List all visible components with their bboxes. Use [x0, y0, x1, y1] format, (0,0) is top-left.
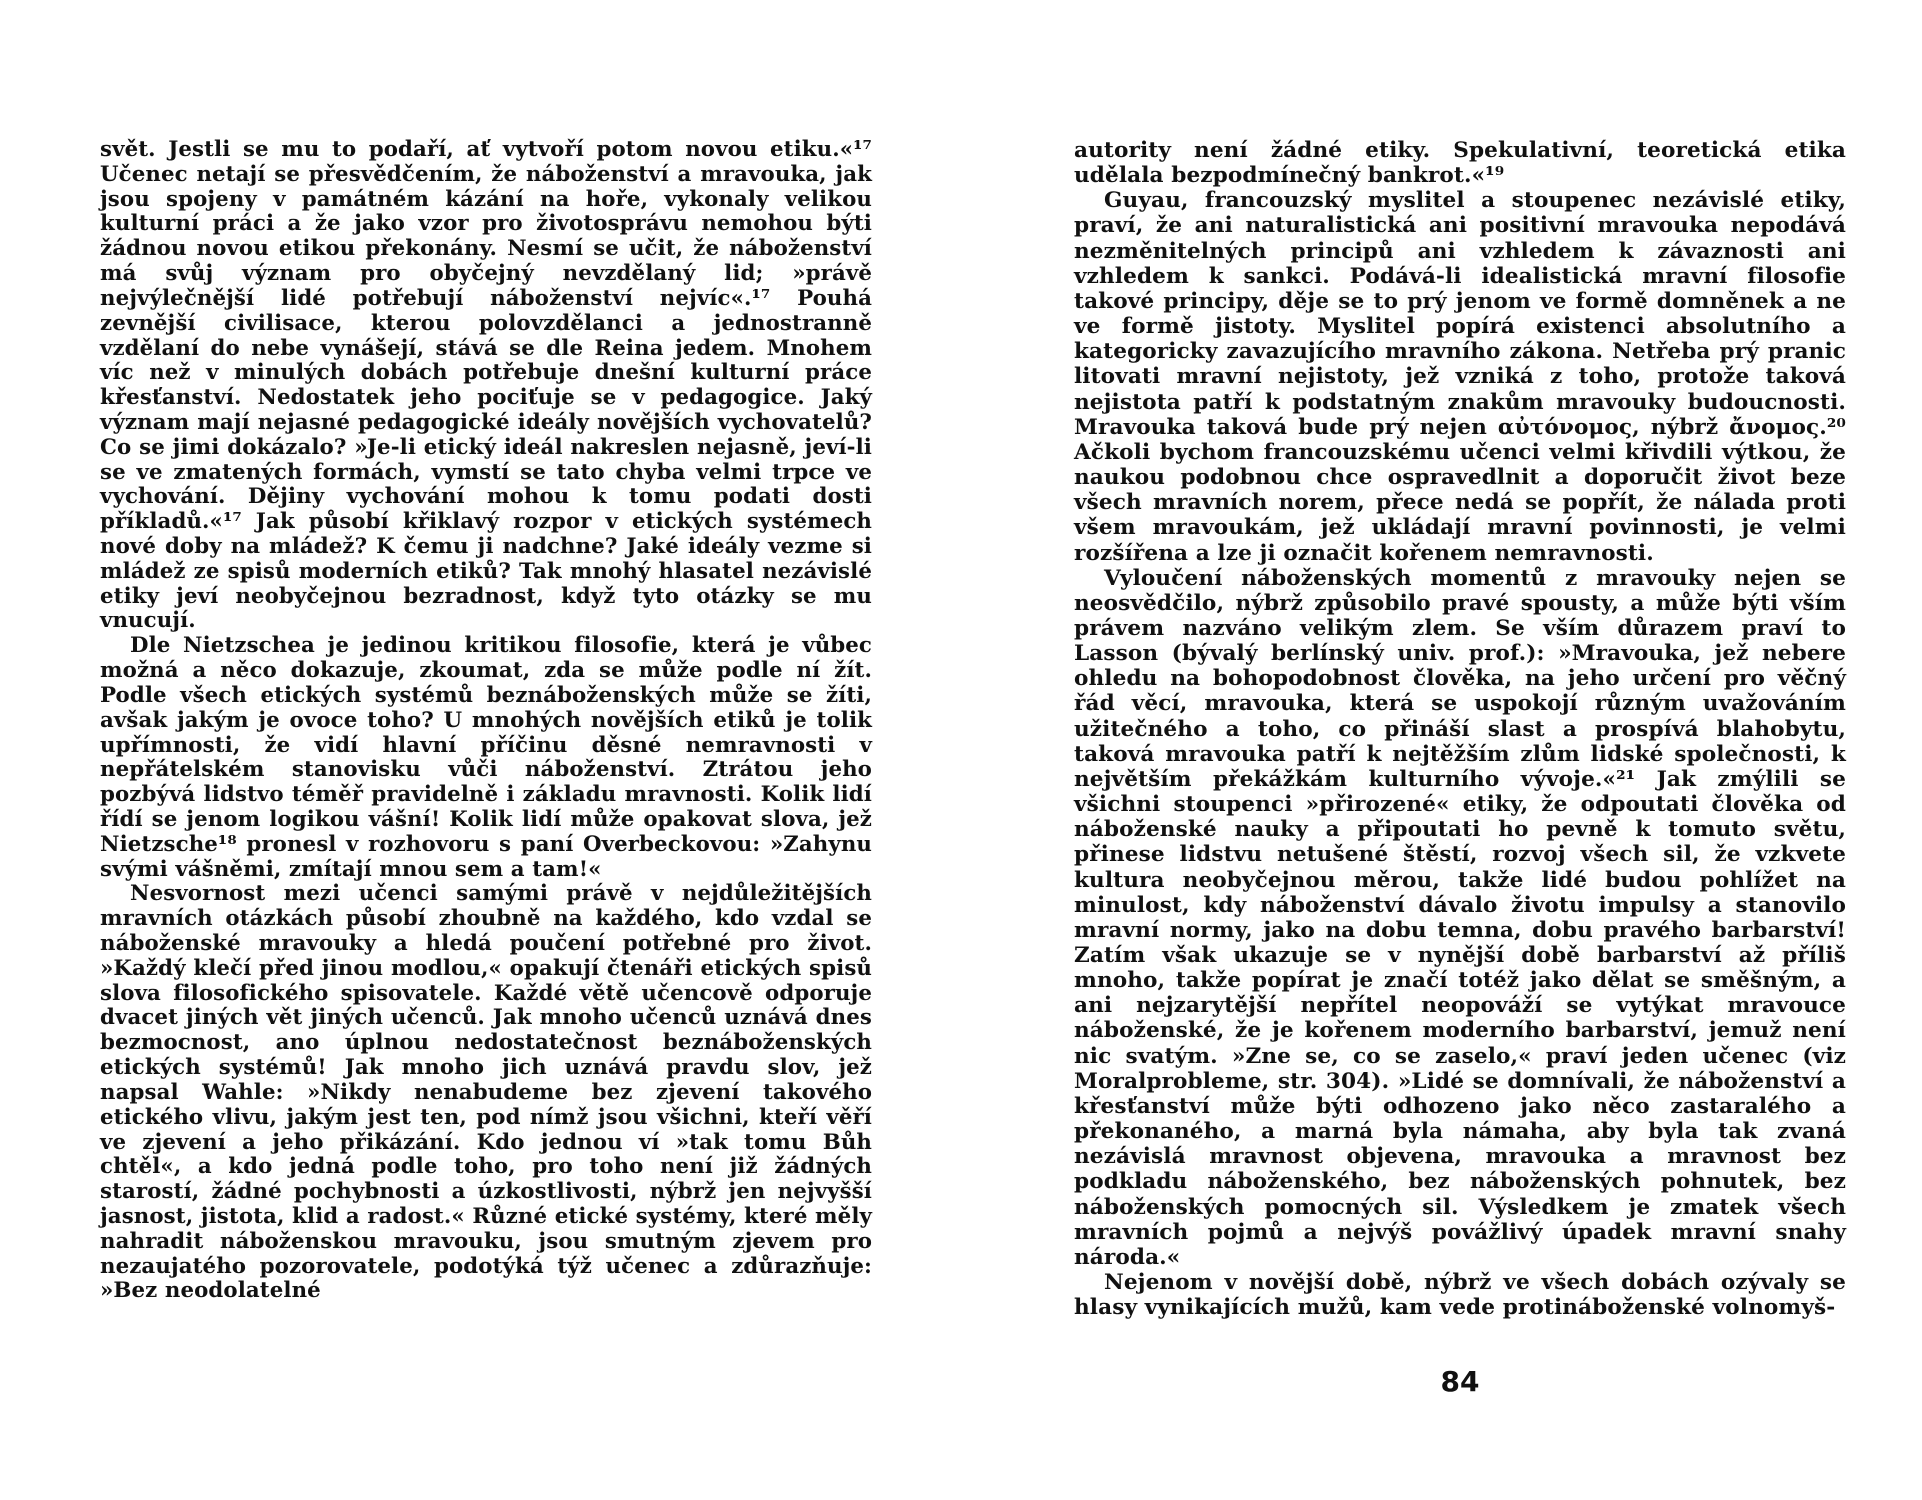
- page-number: 84: [1440, 1365, 1480, 1398]
- left-paragraph-1: svět. Jestli se mu to podaří, ať vytvoří potom novou etiku.«¹⁷ Učenec netají se přesvědčením, že náboženství a mravouka, jak jsou spojeny v památném kázání na hoře, vykonaly velikou kulturní práci a že jako vzor pro životosprávu nemohou býti žádnou novou etikou překonány. Nesmí se učit, že náboženství má svůj význam pro obyčejný nevzdělaný lid; »právě nejvýlečnější lidé potřebují náboženství nejvíc«.¹⁷ Pouhá zevnější civilisace, kterou polovzdělanci a jednostranně vzdělaní do nebe vynášejí, stává se dle Reina jedem. Mnohem víc než v minulých dobách potřebuje dnešní kulturní práce křesťanství. Nedostatek jeho pociťuje se v pedagogice. Jaký význam mají nejasné pedagogické ideály novějších vychovatelů? Co se jimi dokázalo? »Je-li etický ideál nakreslen nejasně, jeví-li se ve zmatených formách, vymstí se tato chyba velmi trpce ve vychování. Dějiny vychování mohou k tomu podati dosti příkladů.«¹⁷ Jak působí křiklavý rozpor v etických systémech nové doby na mládež? K čemu ji nadchne? Jaké ideály vezme si mládež ze spisů moderních etiků? Tak mnohý hlasatel nezávislé etiky jeví neobyčejnou bezradnost, když tyto otázky se mu vnucují.: [100, 137, 872, 634]
- left-paragraph-2: Dle Nietzschea je jedinou kritikou filosofie, která je vůbec možná a něco dokazuje, zkoumat, zda se může podle ní žít. Podle všech etických systémů beznáboženských může se žíti, avšak jakým je ovoce toho? U mnohých novějších etiků je tolik upřímnosti, že vidí hlavní příčinu děsné nemravnosti v nepřátelském stanovisku vůči náboženství. Ztrátou jeho pozbývá lidstvo téměř pravidelně i základu mravnosti. Kolik lidí řídí se jenom logikou vášní! Kolik lidí může opakovat slova, jež Nietzsche¹⁸ pronesl v rozhovoru s paní Overbeckovou: »Zahynu svými vášněmi, zmítají mnou sem a tam!«: [100, 633, 872, 882]
- right-paragraph-1: autority není žádné etiky. Spekulativní, teoretická etika udělala bezpodmínečný bankrot.«¹⁹: [1074, 138, 1846, 189]
- right-page-text: [1074, 138, 1846, 1320]
- right-paragraph-3: Vyloučení náboženských momentů z mravouky nejen se neosvědčilo, nýbrž způsobilo pravé spousty, a může býti vším právem nazváno velikým zlem. Se vším důrazem praví to Lasson (bývalý berlínský univ. prof.): »Mravouka, jež nebere ohledu na bohopodobnost člověka, na jeho určení pro věčný řád věcí, mravouka, která se uspokojí různým uvažováním užitečného a toho, co přináší slast a prospívá blahobytu, taková mravouka patří k nejtěžším zlům lidské společnosti, k největším překážkám kulturního vývoje.«²¹ Jak zmýlili se všichni stoupenci »přirozené« etiky, že odpoutati člověka od náboženské nauky a připoutati ho pevně k tomuto světu, přinese lidstvu netušené štěstí, rozvoj všech sil, že vzkvete kultura neobyčejnou měrou, takže lidé budou pohlížet na minulost, kdy náboženství dávalo životu impulsy a stanovilo mravní normy, jako na dobu temna, dobu pravého barbarství! Zatím však ukazuje se v nynější době barbarství až příliš mnoho, takže popírat je značí totéž jako dělat se směšným, a ani nejzarytější nepřítel neopováží se vytýkat mravouce náboženské, že je kořenem moderního barbarství, jemuž není nic svatým. »Zne se, co se zaselo,« praví jeden učenec (viz Moralprobleme, str. 304). »Lidé se domnívali, že náboženství a křesťanství může býti odhozeno jako něco zastaralého a překonaného, a marná byla námaha, aby byla tak zvaná nezávislá mravnost objevena, mravouka a mravnost bez podkladu náboženského, bez náboženských pohnutek, bez náboženských pomocných sil. Výsledkem je zmatek všech mravních pojmů a nejvýš povážlivý úpadek mravní snahy národa.«: [1074, 565, 1846, 1270]
- right-paragraph-2: Guyau, francouzský myslitel a stoupenec nezávislé etiky, praví, že ani naturalistická ani positivní mravouka nepodává nezměnitelných principů ani vzhledem k závaznosti ani vzhledem k sankci. Podává-li idealistická mravní filosofie takové principy, děje se to prý jenom ve formě domněnek a ne ve formě jistoty. Myslitel popírá existenci absolutního a kategoricky zavazujícího mravního zákona. Netřeba prý pranic litovati mravní nejistoty, jež vzniká z toho, protože taková nejistota patří k podstatným znakům mravouky budoucnosti. Mravouka taková bude prý nejen αὐτόνομος, nýbrž ἄνομος.²⁰ Ačkoli bychom francouzskému učenci velmi křivdili výtkou, že naukou podobnou chce ospravedlnit a doporučit život beze všech mravních norem, přece nedá se popřít, že nálada proti všem mravoukám, jež ukládají mravní povinnosti, je velmi rozšířena a lze ji označit kořenem nemravnosti.: [1074, 188, 1846, 566]
- right-paragraph-4: Nejenom v novější době, nýbrž ve všech dobách ozývaly se hlasy vynikajících mužů, kam vede protináboženské volnomyš-: [1074, 1270, 1846, 1321]
- left-paragraph-3: Nesvornost mezi učenci samými právě v nejdůležitějších mravních otázkách působí zhoubně na každého, kdo vzdal se náboženské mravouky a hledá poučení potřebné pro život. »Každý klečí před jinou modlou,« opakují čtenáři etických spisů slova filosofického spisovatele. Každé větě učencově odporuje dvacet jiných vět jiných učenců. Jak mnoho učenců uznává dnes bezmocnost, ano úplnou nedostatečnost beznáboženských etických systémů! Jak mnoho jich uznává pravdu slov, jež napsal Wahle: »Nikdy nenabudeme bez zjevení takového etického vlivu, jakým jest ten, pod nímž jsou všichni, kteří věří ve zjevení a jeho přikázání. Kdo jednou ví »tak tomu Bůh chtěl«, a kdo jedná podle toho, pro toho není již žádných starostí, žádné pochybnosti a úzkostlivosti, nýbrž jen nejvyšší jasnost, jistota, klid a radost.« Různé etické systémy, které měly nahradit náboženskou mravouku, jsou smutným zjevem pro nezaujatého pozorovatele, podotýká týž učenec a zdůrazňuje: »Bez neodolatelné: [100, 881, 872, 1304]
- left-page-text: [100, 138, 872, 1304]
